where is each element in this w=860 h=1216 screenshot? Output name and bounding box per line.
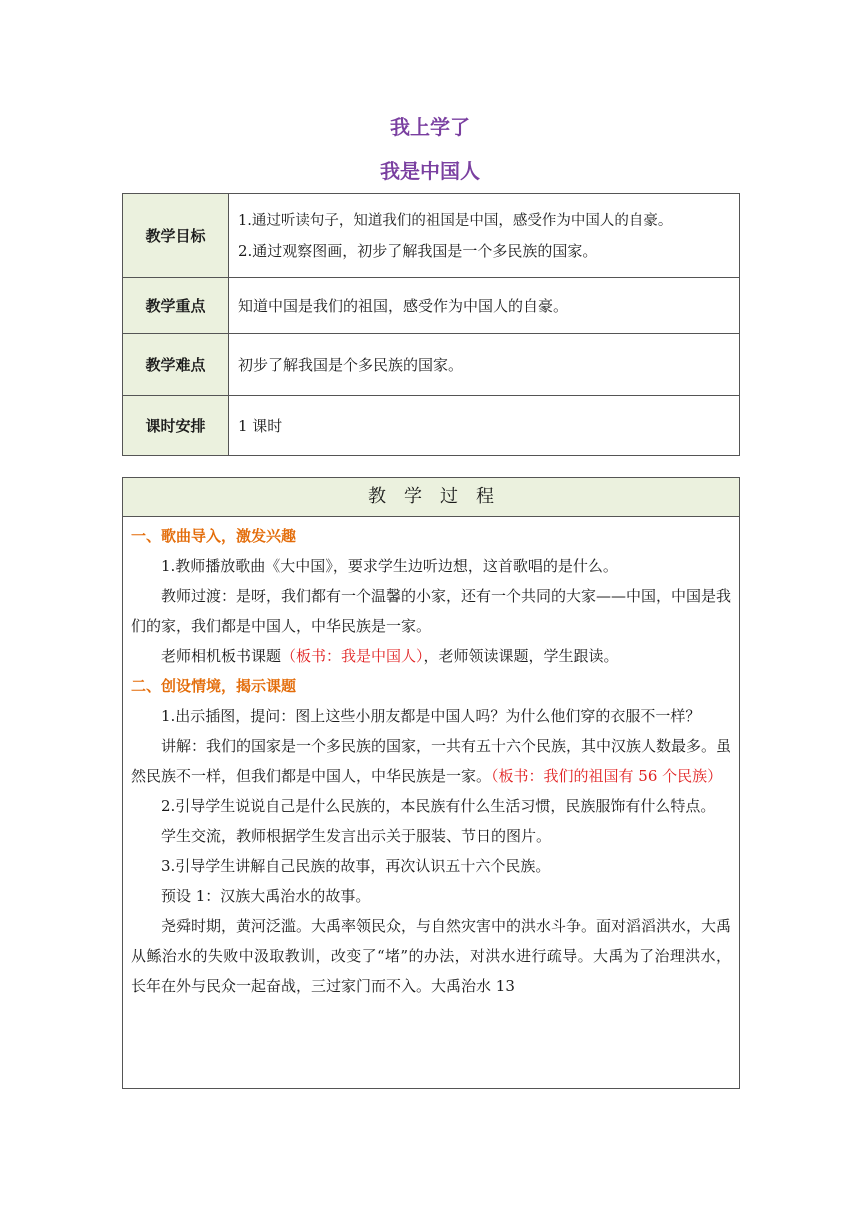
process-body [123, 517, 739, 1001]
paragraph: 1.出示插图，提问：图上这些小朋友都是中国人吗？为什么他们穿的衣服不一样？ [161, 707, 701, 725]
difficulty-label: 教学难点 [123, 334, 229, 396]
table-row [123, 194, 740, 278]
page-title: 我上学了 [390, 115, 470, 139]
page-subtitle: 我是中国人 [380, 159, 480, 183]
paragraph: 教师过渡：是呀，我们都有一个温馨的小家，还有一个共同的大家——中国，中国是我们的家，我们都是中国人，中华民族是一家。 [131, 587, 732, 635]
table-row [123, 334, 740, 396]
text-span: ，老师领读课题，学生跟读。 [423, 647, 619, 665]
paragraph [131, 731, 731, 791]
goal-value [229, 194, 740, 278]
difficulty-value: 初步了解我国是个多民族的国家。 [229, 334, 740, 396]
board-note: （板书：我们的祖国有 56 个民族） [491, 767, 723, 785]
lesson-info-table [122, 193, 740, 456]
paragraph: 尧舜时期，黄河泛滥。大禹率领民众，与自然灾害中的洪水斗争。面对滔滔洪水，大禹从鲧治水的失败中汲取教训，改变了“堵”的办法，对洪水进行疏导。大禹为了治理洪水，长年在外与民众一起奋战，三过家门而不入。大禹治水 13 [131, 917, 732, 995]
key-label: 教学重点 [123, 278, 229, 334]
text-span: 讲解：我们的国家是一个多民族的国家，一共有五十六个民族，其中汉族人数最多。虽然民族不一样，但我们都是中国人，中华民族是一家。 [131, 737, 732, 785]
goal-label: 教学目标 [123, 194, 229, 278]
table-row [123, 396, 740, 456]
teaching-process-box [122, 477, 740, 1089]
paragraph: 2.引导学生说说自己是什么民族的，本民族有什么生活习惯，民族服饰有什么特点。 [161, 797, 716, 815]
paragraph: 3.引导学生讲解自己民族的故事，再次认识五十六个民族。 [161, 857, 551, 875]
paragraph [131, 641, 731, 671]
paragraph: 学生交流，教师根据学生发言出示关于服装、节日的图片。 [161, 827, 552, 845]
key-value: 知道中国是我们的祖国，感受作为中国人的自豪。 [229, 278, 740, 334]
goal-item: 2.通过观察图画，初步了解我国是一个多民族的国家。 [238, 241, 598, 260]
process-header: 教学过程 [123, 478, 739, 517]
time-value: 1 课时 [229, 396, 740, 456]
goal-item: 1.通过听读句子，知道我们的祖国是中国，感受作为中国人的自豪。 [238, 212, 673, 229]
section-title: 二、创设情境，揭示课题 [131, 677, 297, 695]
time-label: 课时安排 [123, 396, 229, 456]
paragraph: 1.教师播放歌曲《大中国》，要求学生边听边想，这首歌唱的是什么。 [161, 557, 618, 575]
paragraph: 预设 1：汉族大禹治水的故事。 [161, 887, 371, 905]
table-row [123, 278, 740, 334]
text-span: 老师相机板书课题 [161, 647, 282, 665]
board-note: （板书：我是中国人） [281, 647, 424, 665]
section-title: 一、歌曲导入，激发兴趣 [131, 527, 297, 545]
